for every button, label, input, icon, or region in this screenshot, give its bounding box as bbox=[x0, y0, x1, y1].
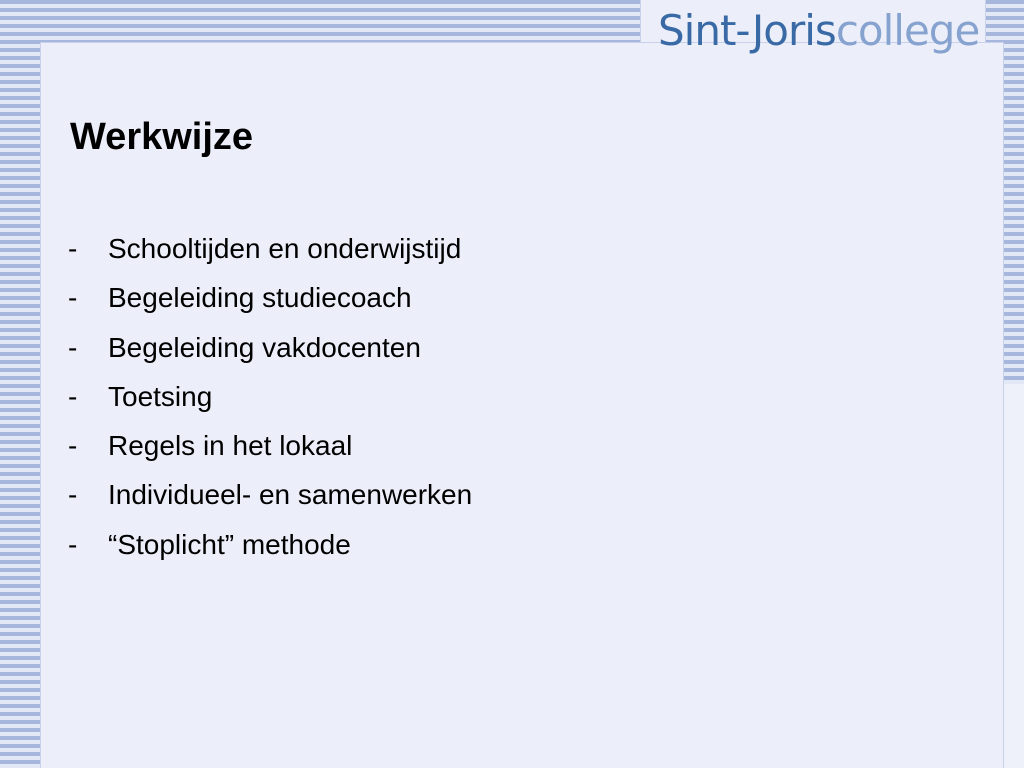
decorative-stripes-left bbox=[0, 0, 40, 768]
bullet-dash: - bbox=[68, 282, 78, 314]
list-item-text: Begeleiding studiecoach bbox=[108, 282, 412, 314]
bullet-dash: - bbox=[68, 233, 78, 264]
bullet-dash: - bbox=[68, 331, 78, 363]
list-item bbox=[68, 372, 472, 421]
slide-title: Werkwijze bbox=[70, 116, 254, 158]
bullet-dash: - bbox=[68, 430, 78, 462]
list-item-text: Individueel- en samenwerken bbox=[108, 479, 473, 511]
logo-text-primary: Sint-Joris bbox=[658, 6, 836, 55]
list-item bbox=[68, 323, 472, 372]
school-logo bbox=[658, 6, 980, 55]
bullet-dash: - bbox=[68, 528, 78, 560]
list-item-text: Begeleiding vakdocenten bbox=[108, 331, 421, 363]
list-item bbox=[68, 470, 472, 519]
list-item-text: Regels in het lokaal bbox=[108, 430, 353, 462]
list-item bbox=[68, 224, 472, 273]
decorative-stripes-top bbox=[0, 0, 640, 42]
list-item bbox=[68, 273, 472, 322]
bullet-dash: - bbox=[68, 479, 78, 511]
bullet-list bbox=[68, 224, 472, 569]
logo-text-secondary: college bbox=[835, 6, 980, 55]
list-item-text: Toetsing bbox=[108, 380, 213, 412]
list-item bbox=[68, 421, 472, 470]
list-item-text: “Stoplicht” methode bbox=[108, 528, 351, 560]
list-item bbox=[68, 520, 472, 569]
list-item-text: Schooltijden en onderwijstijd bbox=[108, 233, 462, 264]
bullet-dash: - bbox=[68, 380, 78, 412]
